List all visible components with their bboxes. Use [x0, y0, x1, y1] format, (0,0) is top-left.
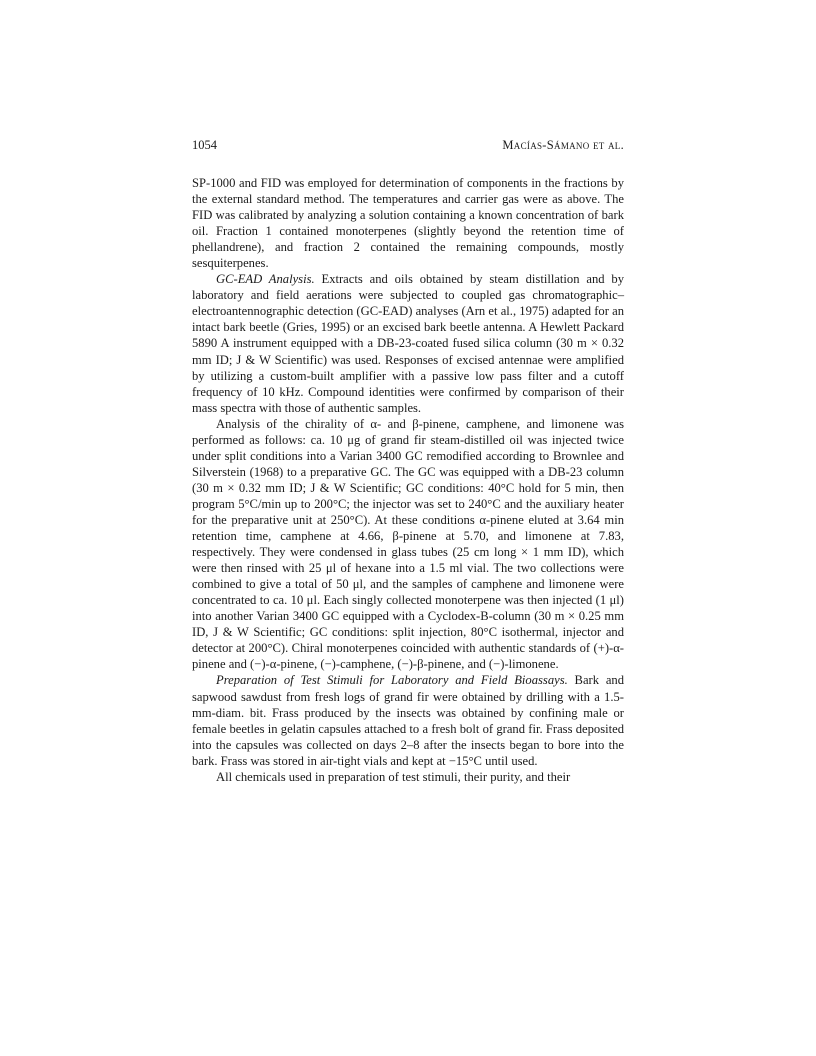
page-number: 1054 — [192, 138, 217, 152]
section-heading: Preparation of Test Stimuli for Laboratory and Field Bioassays. — [216, 673, 568, 688]
paragraph-text: Extracts and oils obtained by steam distillation and by laboratory and field aerations were subjected to coupled gas chromatographic–electroantennographic detection (GC-EAD) analyses (Arn et al., 1975) adapted for an intact bark beetle (Gries, 1995) or an excised bark beetle antenna. A Hewlett Packard 5890 A instrument equipped with a DB-23-coated fused silica column (30 m × 0.32 mm ID; J & W Scientific) was used. Responses of excised antennae were amplified by utilizing a custom-built amplifier with a passive low pass filter and a cutoff frequency of 10 kHz. Compound identities were confirmed by comparison of their mass spectra with those of authentic samples. — [192, 272, 625, 415]
paragraph-text: Bark and sapwood sawdust from fresh logs of grand fir were obtained by drilling with a 1.5-mm-diam. bit. Frass produced by the insects was obtained by confining male or female beetles in gelatin capsules attached to a fresh bolt of grand fir. Frass deposited into the capsules was collected on days 2–8 after the insects began to bore into the bark. Frass was stored in air-tight vials and kept at −15°C until used. — [192, 673, 624, 768]
paragraph — [192, 672, 624, 768]
paragraph — [192, 416, 624, 673]
paragraph — [192, 769, 624, 785]
paragraph-text: All chemicals used in preparation of test stimuli, their purity, and their — [216, 769, 571, 784]
paragraph — [192, 271, 624, 415]
journal-page — [192, 138, 624, 785]
body-text — [192, 175, 624, 785]
paragraph — [192, 175, 624, 271]
running-head: Macías-Sámano et al. — [502, 138, 624, 152]
paragraph-text: Analysis of the chirality of α- and β-pinene, camphene, and limonene was performed as follows: ca. 10 μg of grand fir steam-distilled oil was injected twice under split conditions into a Varian 3400 GC remodified according to Brownlee and Silverstein (1968) to a preparative GC. The GC was equipped with a DB-23 column (30 m × 0.32 mm ID; J & W Scientific; GC conditions: 40°C hold for 5 min, then program 5°C/min up to 200°C; the injector was set to 240°C and the auxiliary heater for the preparative unit at 250°C). At these conditions α-pinene eluted at 3.64 min retention time, camphene at 4.66, β-pinene at 5.70, and limonene at 7.83, respectively. They were condensed in glass tubes (25 cm long × 1 mm ID), which were then rinsed with 25 μl of hexane into a 1.5 ml vial. The two collections were combined to give a total of 50 μl, and the samples of camphene and limonene were concentrated to ca. 10 μl. Each singly collected monoterpene was then injected (1 μl) into another Varian 3400 GC equipped with a Cyclodex-B-column (30 m × 0.25 mm ID, J & W Scientific; GC conditions: split injection, 80°C isothermal, injector and detector at 200°C). Chiral monoterpenes coincided with authentic standards of (+)-α-pinene and (−)-α-pinene, (−)-camphene, (−)-β-pinene, and (−)-limonene. — [192, 416, 624, 672]
paragraph-text: SP-1000 and FID was employed for determination of components in the fractions by the external standard method. The temperatures and carrier gas were as above. The FID was calibrated by analyzing a solution containing a known concentration of bark oil. Fraction 1 contained monoterpenes (slightly beyond the retention time of phellandrene), and fraction 2 contained the remaining compounds, mostly sesquiterpenes. — [192, 176, 624, 271]
page-header — [192, 138, 624, 158]
section-heading: GC-EAD Analysis. — [216, 272, 315, 287]
